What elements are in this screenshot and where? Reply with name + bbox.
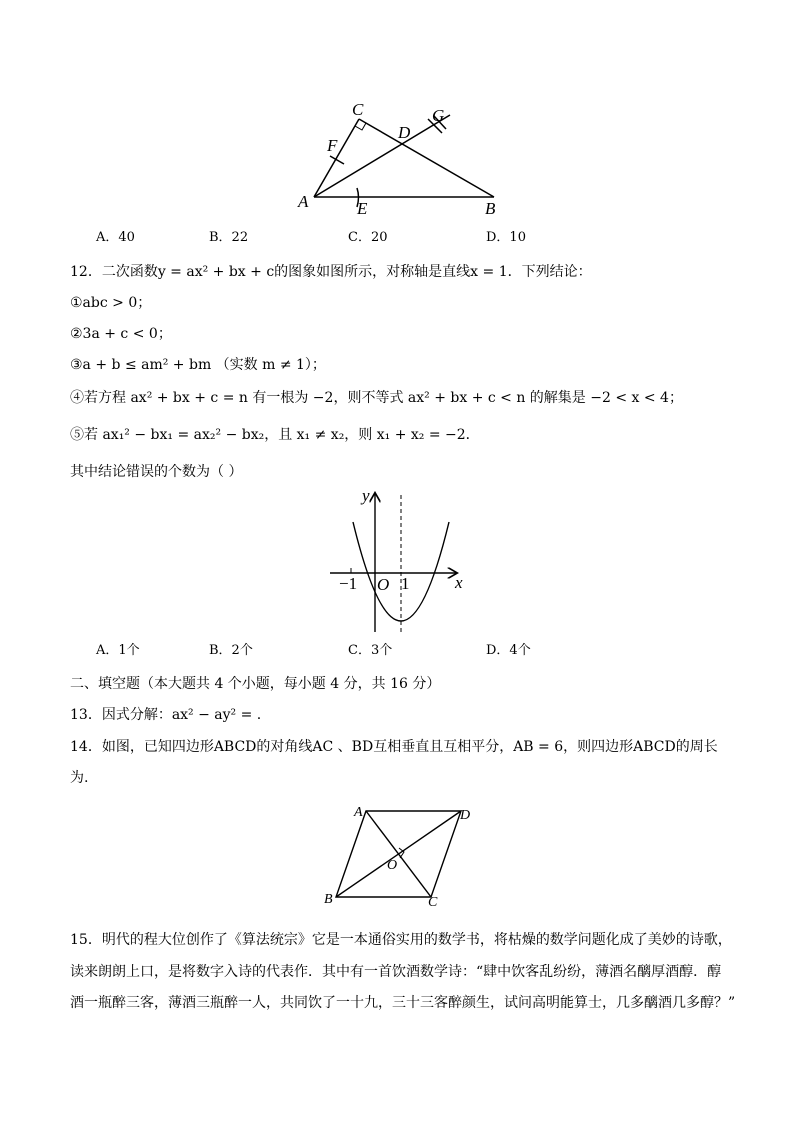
- q12-conclusion-1: ①abc > 0；: [70, 295, 152, 311]
- q12-option-d: D．4个: [486, 643, 531, 658]
- q11-option-c: C．20: [348, 230, 388, 245]
- tick-label-neg1: −1: [339, 574, 358, 593]
- section-2-title: 二、填空题（本大题共 4 个小题，每小题 4 分，共 16 分）: [70, 676, 441, 692]
- ray-ag: [314, 115, 450, 197]
- label-a: A: [298, 192, 309, 211]
- q14-line-2: 为.: [70, 770, 89, 786]
- triangle-figure: [290, 96, 510, 222]
- rhombus-label-b: B: [324, 892, 333, 907]
- origin-label: O: [377, 575, 390, 594]
- diagonal-bd: [336, 811, 461, 897]
- q12-option-b: B．2个: [209, 643, 253, 658]
- q11-option-d: D．10: [486, 230, 526, 245]
- label-e: E: [357, 199, 368, 218]
- q11-option-b: B．22: [209, 230, 249, 245]
- x-axis-label: x: [455, 573, 463, 592]
- q12-conclusion-3: ③a + b ≤ am² + bm （实数 m ≠ 1）；: [70, 357, 326, 373]
- rhombus-figure: [318, 800, 478, 910]
- rhombus-label-d: D: [460, 808, 471, 823]
- parabola-graph: [325, 485, 475, 635]
- q14-line-1: 14．如图，已知四边形ABCD的对角线AC 、BD互相垂直且互相平分，AB = 6，则四边形ABCD的周长: [70, 739, 718, 755]
- label-g: G: [432, 106, 445, 125]
- tick-label-1: 1: [401, 574, 410, 593]
- label-b: B: [485, 199, 496, 218]
- label-f: F: [327, 136, 338, 155]
- label-c: C: [352, 100, 364, 119]
- label-d: D: [398, 123, 411, 142]
- q15-line-1: 15．明代的程大位创作了《算法统宗》它是一本通俗实用的数学书，将枯燥的数学问题化成了美妙的诗歌，: [70, 932, 732, 948]
- rhombus-label-c: C: [428, 895, 438, 910]
- q15-line-2: 读来朗朗上口，是将数字入诗的代表作．其中有一首饮酒数学诗：“肆中饮客乱纷纷，薄酒名醨厚酒醇．醇: [70, 964, 722, 980]
- q12-conclusion-4: ④若方程 ax² + bx + c = n 有一根为 −2，则不等式 ax² + bx + c < n 的解集是 −2 < x < 4；: [70, 390, 683, 406]
- q12-question: 其中结论错误的个数为（ ）: [70, 464, 243, 480]
- q13-text: 13．因式分解：ax² − ay² = .: [70, 707, 262, 723]
- q15-line-3: 酒一瓶醉三客，薄酒三瓶醉一人，共同饮了一十九，三十三客醉颜生，试问高明能算士，几多醨酒几多醇？”: [70, 995, 736, 1011]
- q12-stem: 12．二次函数y = ax² + bx + c的图象如图所示，对称轴是直线x = 1．下列结论：: [70, 264, 592, 280]
- q12-conclusion-5: ⑤若 ax₁² − bx₁ = ax₂² − bx₂，且 x₁ ≠ x₂，则 x₁ + x₂ = −2．: [70, 427, 480, 443]
- q12-option-a: A．1个: [96, 643, 140, 658]
- q12-option-c: C．3个: [348, 643, 393, 658]
- rhombus-label-a: A: [354, 805, 363, 820]
- q12-conclusion-2: ②3a + c < 0；: [70, 326, 172, 342]
- y-axis-label: y: [362, 486, 370, 505]
- q11-option-a: A．40: [96, 230, 135, 245]
- rhombus-label-o: O: [387, 858, 398, 873]
- side-ac: [314, 119, 359, 197]
- parabola-curve: [353, 522, 449, 621]
